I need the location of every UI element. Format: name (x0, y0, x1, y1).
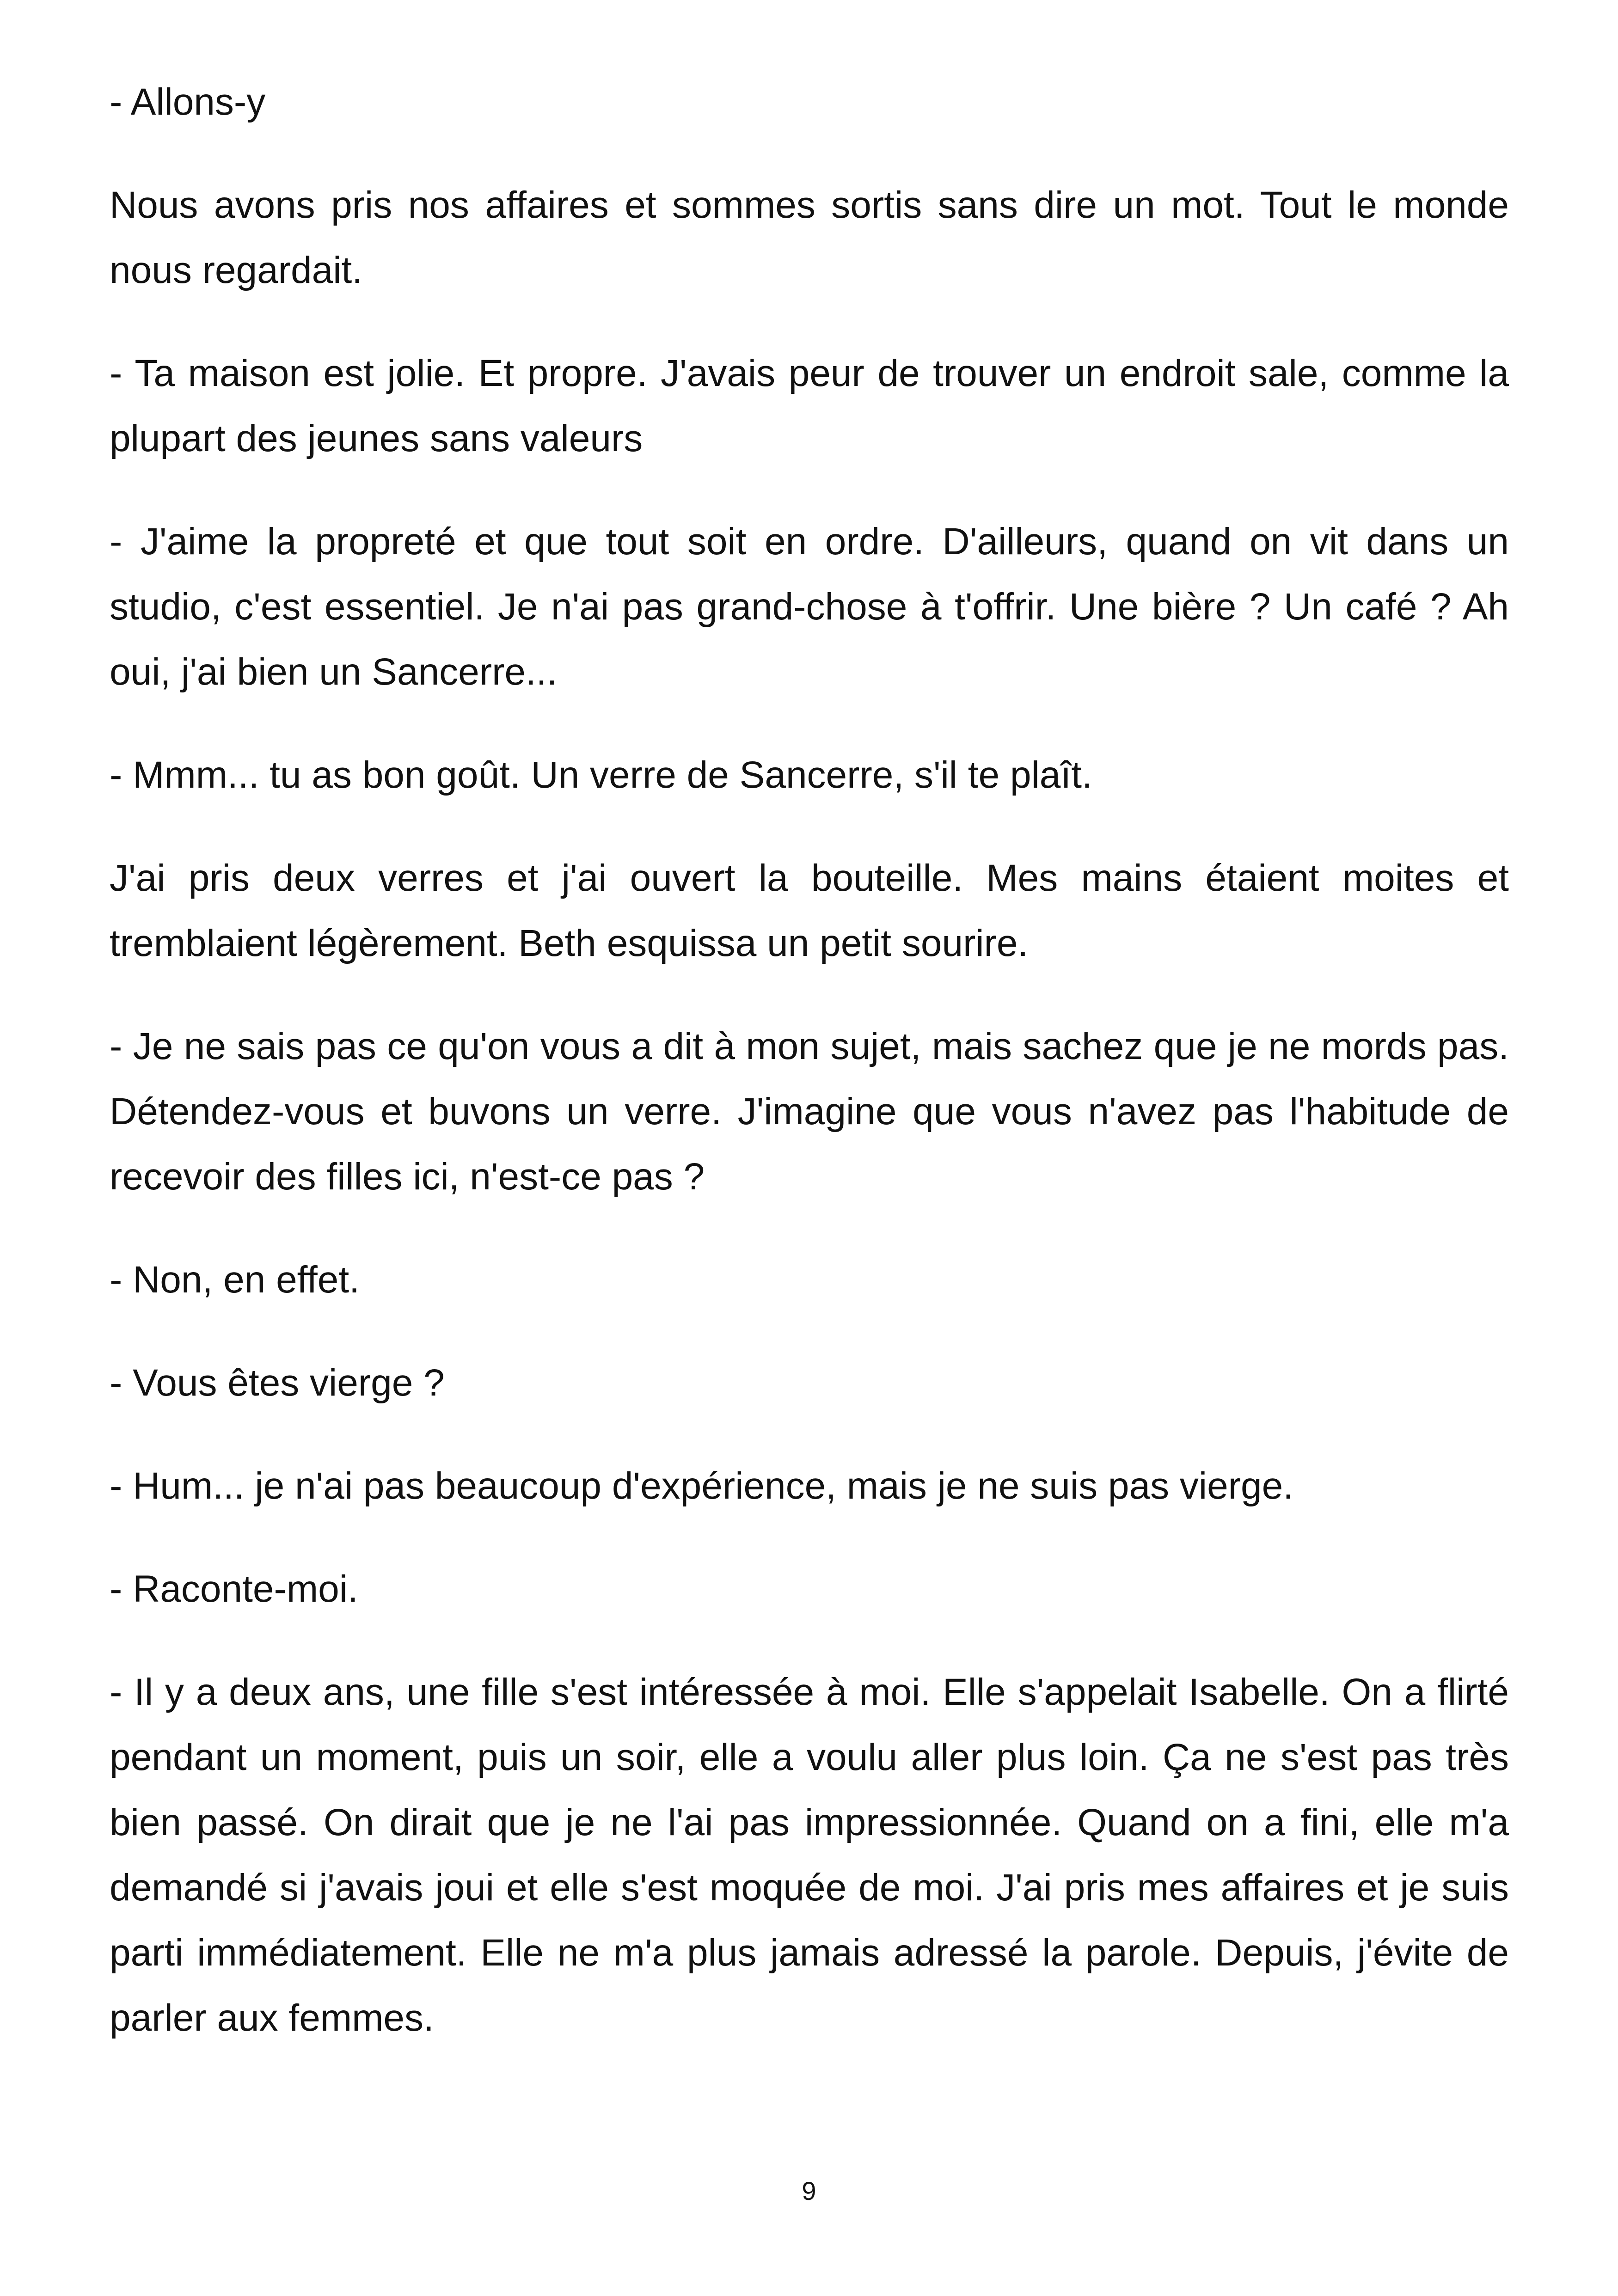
paragraph: - Il y a deux ans, une fille s'est intéressée à moi. Elle s'appelait Isabelle. On a flirté pendant un moment, puis un soir, elle a voulu aller plus loin. Ça ne s'est pas très bien passé. On dirait que je ne l'ai pas impressionnée. Quand on a fini, elle m'a demandé si j'avais joui et elle s'est moquée de moi. J'ai pris mes affaires et je suis parti immédiatement. Elle ne m'a plus jamais adressé la parole. Depuis, j'évite de parler aux femmes. (110, 1671, 1509, 2039)
paragraph: - Mmm... tu as bon goût. Un verre de Sancerre, s'il te plaît. (110, 754, 1092, 796)
paragraph: - Allons-y (110, 81, 266, 123)
paragraph: - J'aime la propreté et que tout soit en ordre. D'ailleurs, quand on vit dans un studio, c'est essentiel. Je n'ai pas grand-chose à t'offrir. Une bière ? Un café ? Ah oui, j'ai bien un Sancerre... (110, 520, 1509, 693)
body-text (110, 69, 1509, 2088)
paragraph: - Vous êtes vierge ? (110, 1362, 445, 1404)
paragraph: - Hum... je n'ai pas beaucoup d'expérience, mais je ne suis pas vierge. (110, 1465, 1294, 1507)
paragraph: - Non, en effet. (110, 1259, 360, 1301)
paragraph: - Je ne sais pas ce qu'on vous a dit à mon sujet, mais sachez que je ne mords pas. Détendez-vous et buvons un verre. J'imagine que vous n'avez pas l'habitude de recevoir des filles ici, n'est-ce pas ? (110, 1025, 1509, 1198)
paragraph: J'ai pris deux verres et j'ai ouvert la bouteille. Mes mains étaient moites et tremblaient légèrement. Beth esquissa un petit sourire. (110, 857, 1509, 964)
paragraph: - Ta maison est jolie. Et propre. J'avais peur de trouver un endroit sale, comme la plupart des jeunes sans valeurs (110, 352, 1509, 459)
page-number: 9 (802, 2176, 816, 2205)
paragraph: - Raconte-moi. (110, 1568, 358, 1610)
paragraph: Nous avons pris nos affaires et sommes sortis sans dire un mot. Tout le monde nous regardait. (110, 184, 1509, 291)
